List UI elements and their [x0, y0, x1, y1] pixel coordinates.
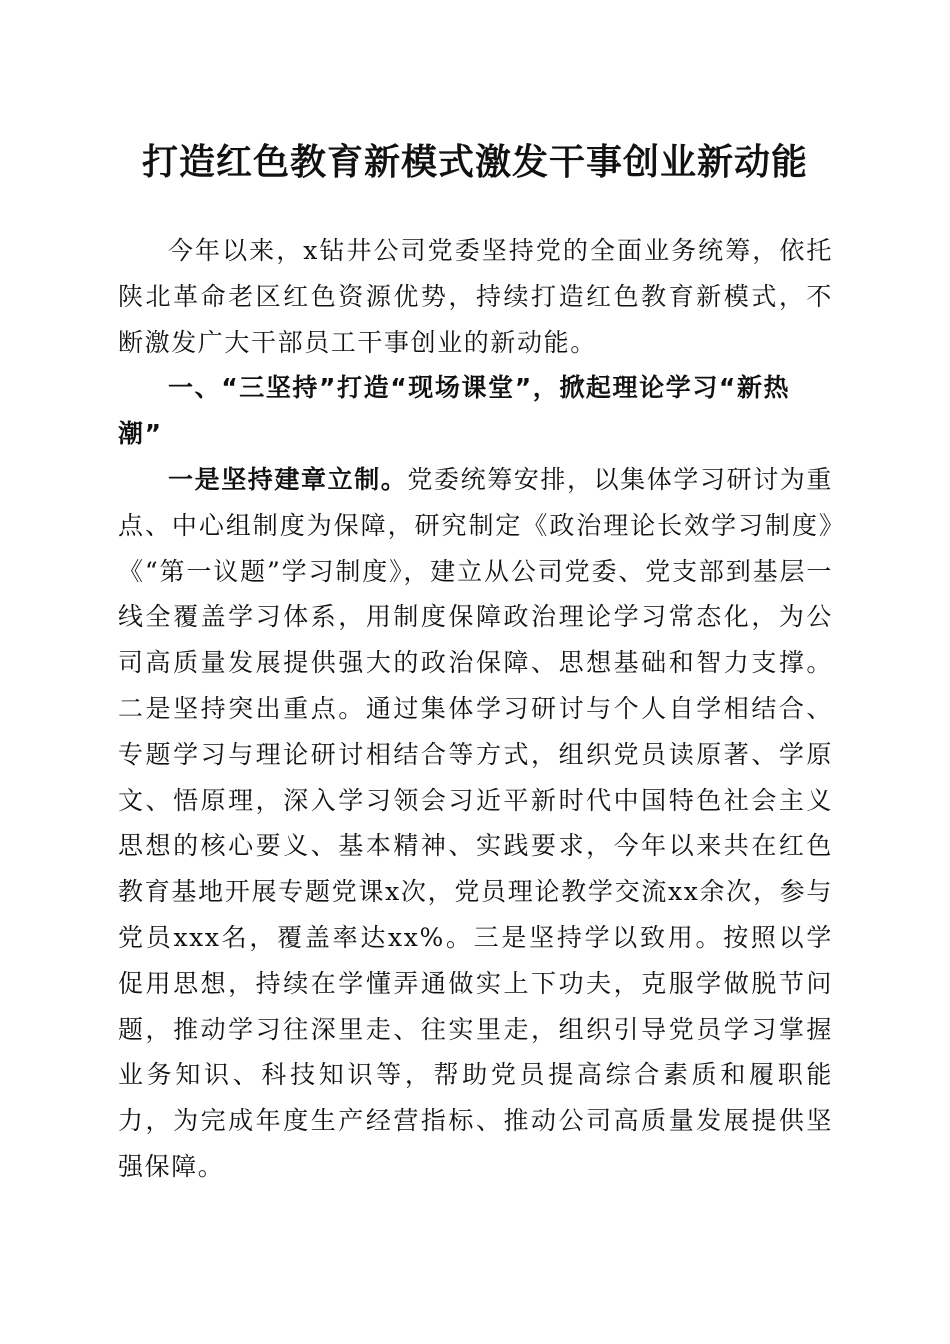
document-title: 打造红色教育新模式激发干事创业新动能: [141, 141, 808, 183]
document-body: [118, 228, 833, 1190]
section-heading: 一、“三坚持”打造“现场课堂”，掀起理论学习“新热潮”: [118, 373, 791, 449]
section-body-text: 党委统筹安排，以集体学习研讨为重点、中心组制度为保障，研究制定《政治理论长效学习制度》《“第一议题”学习制度》，建立从公司党委、党支部到基层一线全覆盖学习体系，用制度保障政治理论学习常态化，为公司高质量发展提供强大的政治保障、思想基础和智力支撑。二是坚持突出重点。通过集体学习研讨与个人自学相结合、专题学习与理论研讨相结合等方式，组织党员读原著、学原文、悟原理，深入学习领会习近平新时代中国特色社会主义思想的核心要义、基本精神、实践要求，今年以来共在红色教育基地开展专题党课x次，党员理论教学交流xx余次，参与党员xxx名，覆盖率达xx%。三是坚持学以致用。按照以学促用思想，持续在学懂弄通做实上下功夫，克服学做脱节问题，推动学习往深里走、往实里走，组织引导党员学习掌握业务知识、科技知识等，帮助党员提高综合素质和履职能力，为完成年度生产经营指标、推动公司高质量发展提供坚强保障。: [118, 464, 834, 1181]
section-paragraph: [118, 457, 833, 1190]
section-lead-phrase: 一是坚持建章立制。: [168, 464, 408, 494]
intro-paragraph: 今年以来，x钻井公司党委坚持党的全面业务统筹，依托陕北革命老区红色资源优势，持续打造红色教育新模式，不断激发广大干部员工干事创业的新动能。: [118, 236, 833, 357]
